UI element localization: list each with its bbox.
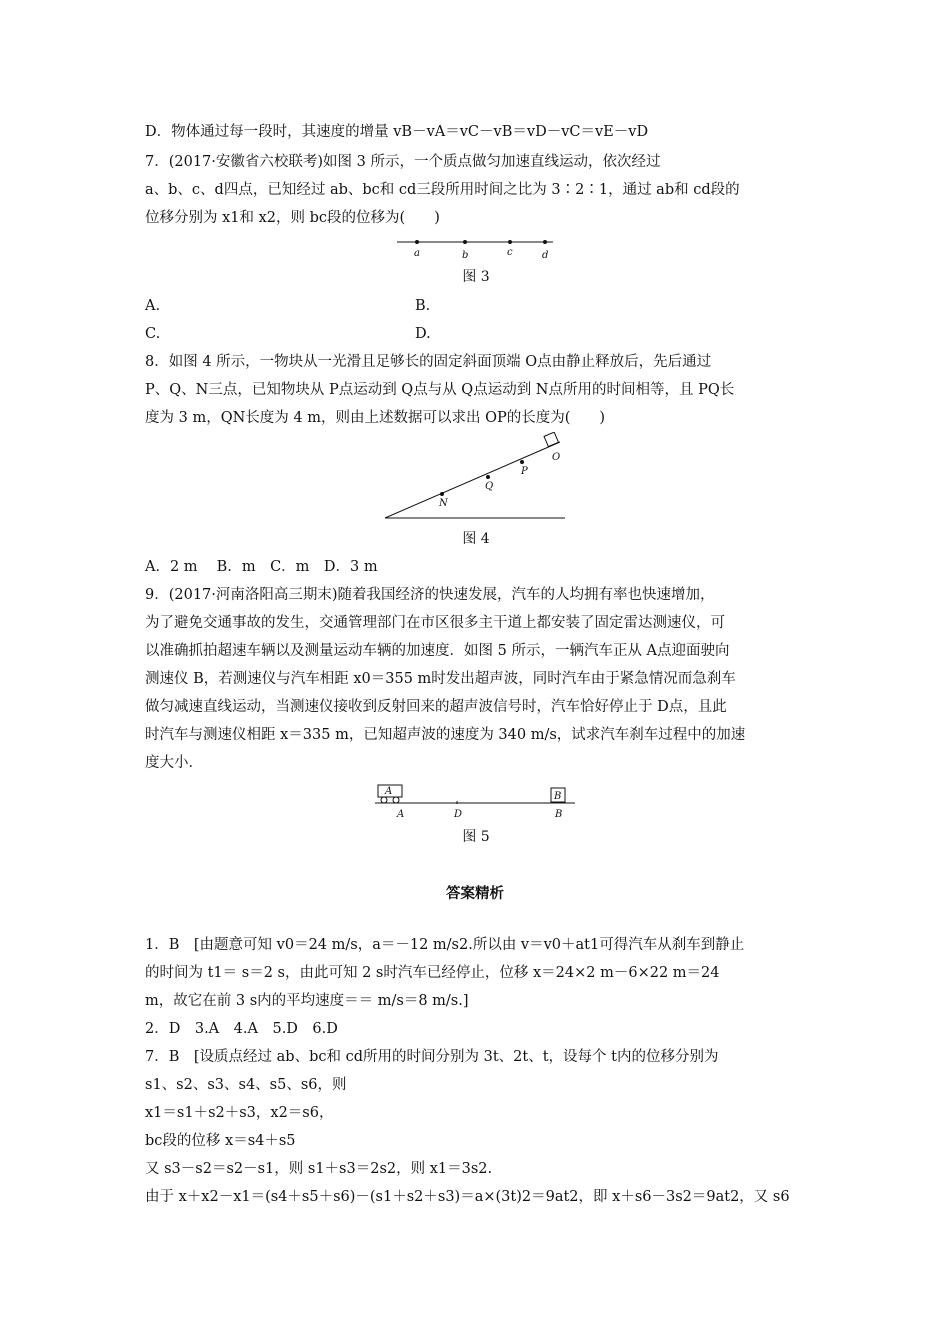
fig4-label-n: N <box>439 498 448 509</box>
q8-line-2: P、Q、N三点，已知物块从 P点运动到 Q点与从 Q点运动到 N点所用的时间相等，且 PQ长 <box>145 382 735 398</box>
q7-option-c: C. <box>145 326 161 342</box>
q8-line-3: 度为 3 m，QN长度为 4 m，则由上述数据可以求出 OP的长度为( ) <box>145 410 606 426</box>
figure-4 <box>380 432 580 524</box>
q7-option-d: D. <box>415 326 431 342</box>
q9-line-1: 9．(2017·河南洛阳高三期末)随着我国经济的快速发展，汽车的人均拥有率也快速增加， <box>145 587 715 603</box>
q7-line-2: a、b、c、d四点，已知经过 ab、bc和 cd三段所用时间之比为 3∶2∶1，通过 ab和 cd段的 <box>145 182 740 198</box>
fig3-label-a: a <box>414 248 420 259</box>
q7-line-3: 位移分别为 x1和 x2，则 bc段的位移为( ) <box>145 210 440 226</box>
fig4-incline <box>385 442 560 518</box>
q9-line-2: 为了避免交通事故的发生，交通管理部门在市区很多主干道上都安装了固定雷达测速仪，可 <box>145 615 725 631</box>
fig5-label-d: D <box>454 809 463 820</box>
fig5-car-wheel-1 <box>381 797 387 803</box>
fig5-label-b: B <box>555 809 563 820</box>
fig4-label-q: Q <box>485 481 494 492</box>
fig5-box-label-b: B <box>554 791 562 802</box>
answer-line-4: 2．D 3.A 4.A 5.D 6.D <box>145 1021 338 1037</box>
q7-line-1: 7．(2017·安徽省六校联考)如图 3 所示，一个质点做匀加速直线运动，依次经过 <box>145 154 661 170</box>
fig4-label-o: O <box>552 452 561 463</box>
fig5-car-label-a: A <box>385 786 393 797</box>
answer-line-8: bc段的位移 x＝s4＋s5 <box>145 1133 296 1149</box>
fig3-point-b <box>463 240 467 244</box>
answer-line-10: 由于 x＋x2－x1＝(s4＋s5＋s6)－(s1＋s2＋s3)＝a×(3t)2＝9at2，即 x＋s6－3s2＝9at2，又 s6 <box>145 1189 790 1205</box>
answer-line-2: 的时间为 t1＝ s＝2 s，由此可知 2 s时汽车已经停止，位移 x＝24×2 m－6×22 m＝24 <box>145 965 720 981</box>
answers-title: 答案精析 <box>446 886 504 902</box>
fig3-point-a <box>415 240 419 244</box>
fig4-point-q <box>486 475 490 479</box>
q9-line-5: 做匀减速直线运动，当测速仪接收到反射回来的超声波信号时，汽车恰好停止于 D点，且此 <box>145 699 727 715</box>
figure-5-caption: 图 5 <box>462 829 490 845</box>
figure-4-caption: 图 4 <box>462 531 490 547</box>
answer-line-1: 1．B [由题意可知 v0＝24 m/s，a＝－12 m/s2.所以由 v＝v0＋at1可得汽车从刹车到静止 <box>145 937 745 953</box>
q6-option-d: D．物体通过每一段时，其速度的增量 vB－vA＝vC－vB＝vD－vC＝vE－vD <box>145 124 649 140</box>
answer-line-6: s1、s2、s3、s4、s5、s6，则 <box>145 1077 347 1093</box>
fig5-label-a: A <box>397 809 405 820</box>
q9-line-6: 时汽车与测速仪相距 x＝335 m，已知超声波的速度为 340 m/s，试求汽车刹车过程中的加速 <box>145 727 746 743</box>
answer-line-5: 7．B [设质点经过 ab、bc和 cd所用的时间分别为 3t、2t、t，设每个 t内的位移分别为 <box>145 1049 719 1065</box>
fig4-block <box>544 432 558 446</box>
q9-line-4: 测速仪 B，若测速仪与汽车相距 x0＝355 m时发出超声波，同时汽车由于紧急情况而急刹车 <box>145 671 736 687</box>
figure-3 <box>395 234 555 262</box>
fig3-label-d: d <box>542 250 549 261</box>
figure-3-caption: 图 3 <box>462 269 490 285</box>
fig5-car-wheel-2 <box>393 797 399 803</box>
fig3-point-d <box>543 240 547 244</box>
answer-line-9: 又 s3－s2＝s2－s1，则 s1＋s3＝2s2，则 x1＝3s2. <box>145 1161 493 1177</box>
q8-options: A．2 m B．m C．m D．3 m <box>145 559 378 575</box>
answer-line-7: x1＝s1＋s2＋s3，x2＝s6， <box>145 1105 334 1121</box>
answer-line-3: m，故它在前 3 s内的平均速度＝＝ m/s＝8 m/s.] <box>145 993 469 1009</box>
fig4-point-p <box>520 460 524 464</box>
q8-line-1: 8．如图 4 所示，一物块从一光滑且足够长的固定斜面顶端 O点由静止释放后，先后通过 <box>145 354 712 370</box>
q9-line-3: 以准确抓拍超速车辆以及测量运动车辆的加速度．如图 5 所示，一辆汽车正从 A点迎面驶向 <box>145 643 730 659</box>
fig4-point-n <box>440 492 444 496</box>
fig4-label-p: P <box>521 466 528 477</box>
q9-line-7: 度大小． <box>145 755 203 771</box>
fig3-point-c <box>508 240 512 244</box>
fig3-label-c: c <box>507 247 513 258</box>
figure-5 <box>370 782 585 822</box>
q7-option-a: A. <box>145 298 161 314</box>
q7-option-b: B. <box>415 298 431 314</box>
fig3-label-b: b <box>462 250 469 261</box>
